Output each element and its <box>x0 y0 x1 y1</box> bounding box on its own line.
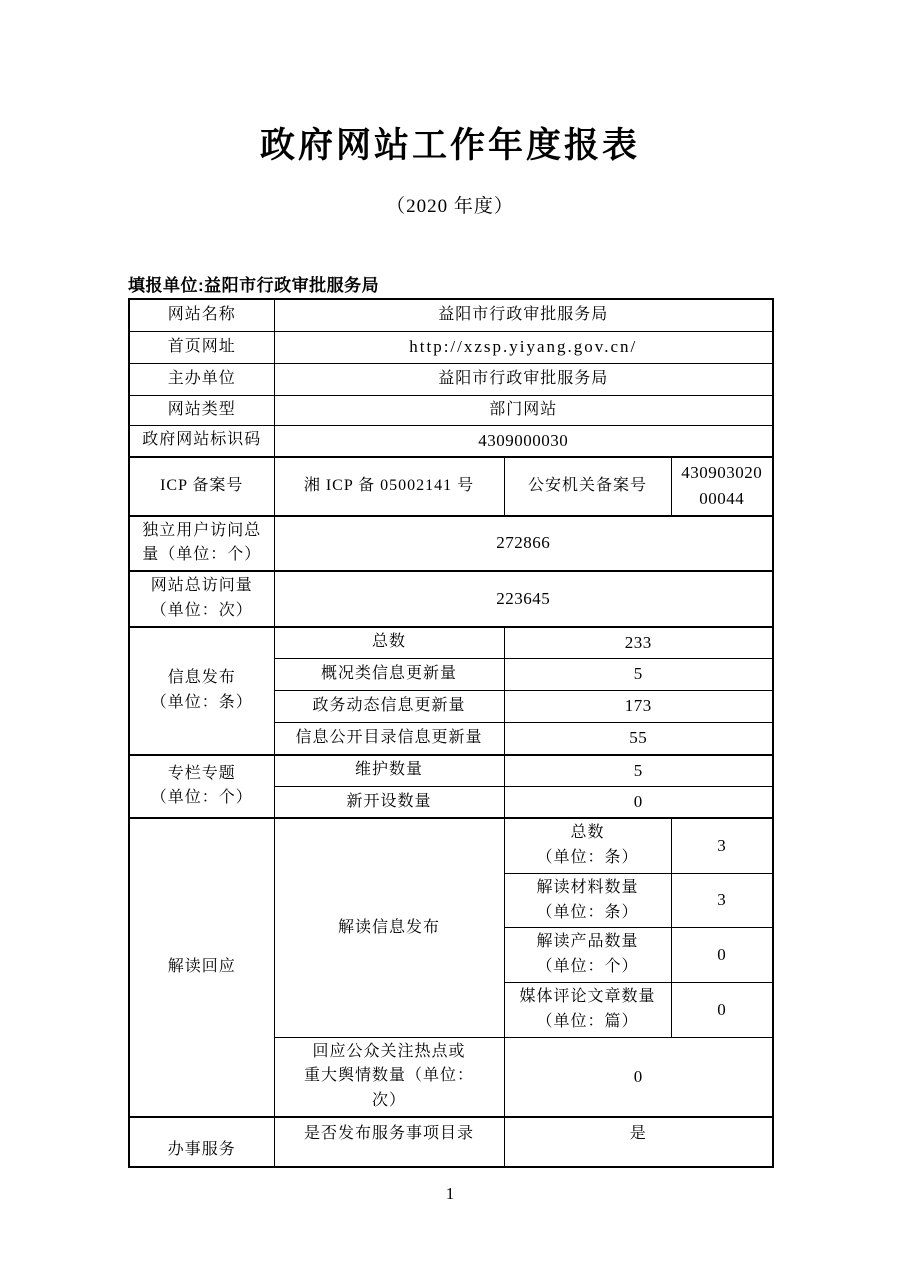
interpretation-total-label: 总数 （单位：条） <box>504 818 671 873</box>
info-publish-overview-value: 5 <box>504 659 773 691</box>
unique-visitors-value: 272866 <box>274 516 773 572</box>
police-record-label: 公安机关备案号 <box>504 457 671 516</box>
interpretation-subgroup-label: 解读信息发布 <box>274 818 504 1037</box>
table-row <box>129 331 773 363</box>
info-publish-group-label: 信息发布 （单位：条） <box>129 627 274 755</box>
table-row <box>129 516 773 572</box>
site-name-label: 网站名称 <box>129 299 274 331</box>
icp-value: 湘 ICP 备 05002141 号 <box>274 457 504 516</box>
interpretation-group-label: 解读回应 <box>129 818 274 1117</box>
home-url-value: http://xzsp.yiyang.gov.cn/ <box>274 331 773 363</box>
special-columns-group-label: 专栏专题 （单位：个） <box>129 755 274 819</box>
info-publish-catalog-value: 55 <box>504 723 773 755</box>
site-code-label: 政府网站标识码 <box>129 425 274 457</box>
special-columns-new-value: 0 <box>504 786 773 818</box>
home-url-label: 首页网址 <box>129 331 274 363</box>
table-row <box>129 1117 773 1167</box>
table-row <box>129 457 773 516</box>
table-row <box>129 395 773 425</box>
document-subtitle: （2020 年度） <box>386 196 514 217</box>
police-record-value: 43090302000044 <box>671 457 773 516</box>
icp-label: ICP 备案号 <box>129 457 274 516</box>
special-columns-new-label: 新开设数量 <box>274 786 504 818</box>
interpretation-total-value: 3 <box>671 818 773 873</box>
hotspot-response-label: 回应公众关注热点或 重大舆情数量（单位： 次） <box>274 1037 504 1117</box>
special-columns-maintained-value: 5 <box>504 755 773 787</box>
table-row <box>129 627 773 659</box>
table-row <box>129 755 773 787</box>
info-publish-news-label: 政务动态信息更新量 <box>274 691 504 723</box>
service-group-label: 办事服务 <box>129 1117 274 1167</box>
total-visits-value: 223645 <box>274 571 773 627</box>
page-number: 1 <box>445 1184 455 1203</box>
table-row <box>129 299 773 331</box>
special-columns-maintained-label: 维护数量 <box>274 755 504 787</box>
interpretation-media-label: 媒体评论文章数量 （单位：篇） <box>504 983 671 1038</box>
annual-report-table <box>128 298 774 1168</box>
host-unit-value: 益阳市行政审批服务局 <box>274 363 773 395</box>
table-row <box>129 571 773 627</box>
interpretation-product-value: 0 <box>671 928 773 983</box>
interpretation-material-label: 解读材料数量 （单位：条） <box>504 873 671 928</box>
interpretation-media-value: 0 <box>671 983 773 1038</box>
table-row <box>129 818 773 873</box>
site-type-label: 网站类型 <box>129 395 274 425</box>
info-publish-overview-label: 概况类信息更新量 <box>274 659 504 691</box>
service-catalog-value: 是 <box>504 1117 773 1167</box>
info-publish-total-value: 233 <box>504 627 773 659</box>
interpretation-product-label: 解读产品数量 （单位：个） <box>504 928 671 983</box>
table-row <box>129 425 773 457</box>
info-publish-catalog-label: 信息公开目录信息更新量 <box>274 723 504 755</box>
interpretation-material-value: 3 <box>671 873 773 928</box>
table-row <box>129 363 773 395</box>
site-code-value: 4309000030 <box>274 425 773 457</box>
info-publish-total-label: 总数 <box>274 627 504 659</box>
document-title: 政府网站工作年度报表 <box>259 126 640 165</box>
hotspot-response-value: 0 <box>504 1037 773 1117</box>
site-type-value: 部门网站 <box>274 395 773 425</box>
service-catalog-label: 是否发布服务事项目录 <box>274 1117 504 1167</box>
unique-visitors-label: 独立用户访问总 量（单位：个） <box>129 516 274 572</box>
host-unit-label: 主办单位 <box>129 363 274 395</box>
total-visits-label: 网站总访问量 （单位：次） <box>129 571 274 627</box>
site-name-value: 益阳市行政审批服务局 <box>274 299 773 331</box>
info-publish-news-value: 173 <box>504 691 773 723</box>
reporting-unit-line: 填报单位:益阳市行政审批服务局 <box>128 276 380 295</box>
